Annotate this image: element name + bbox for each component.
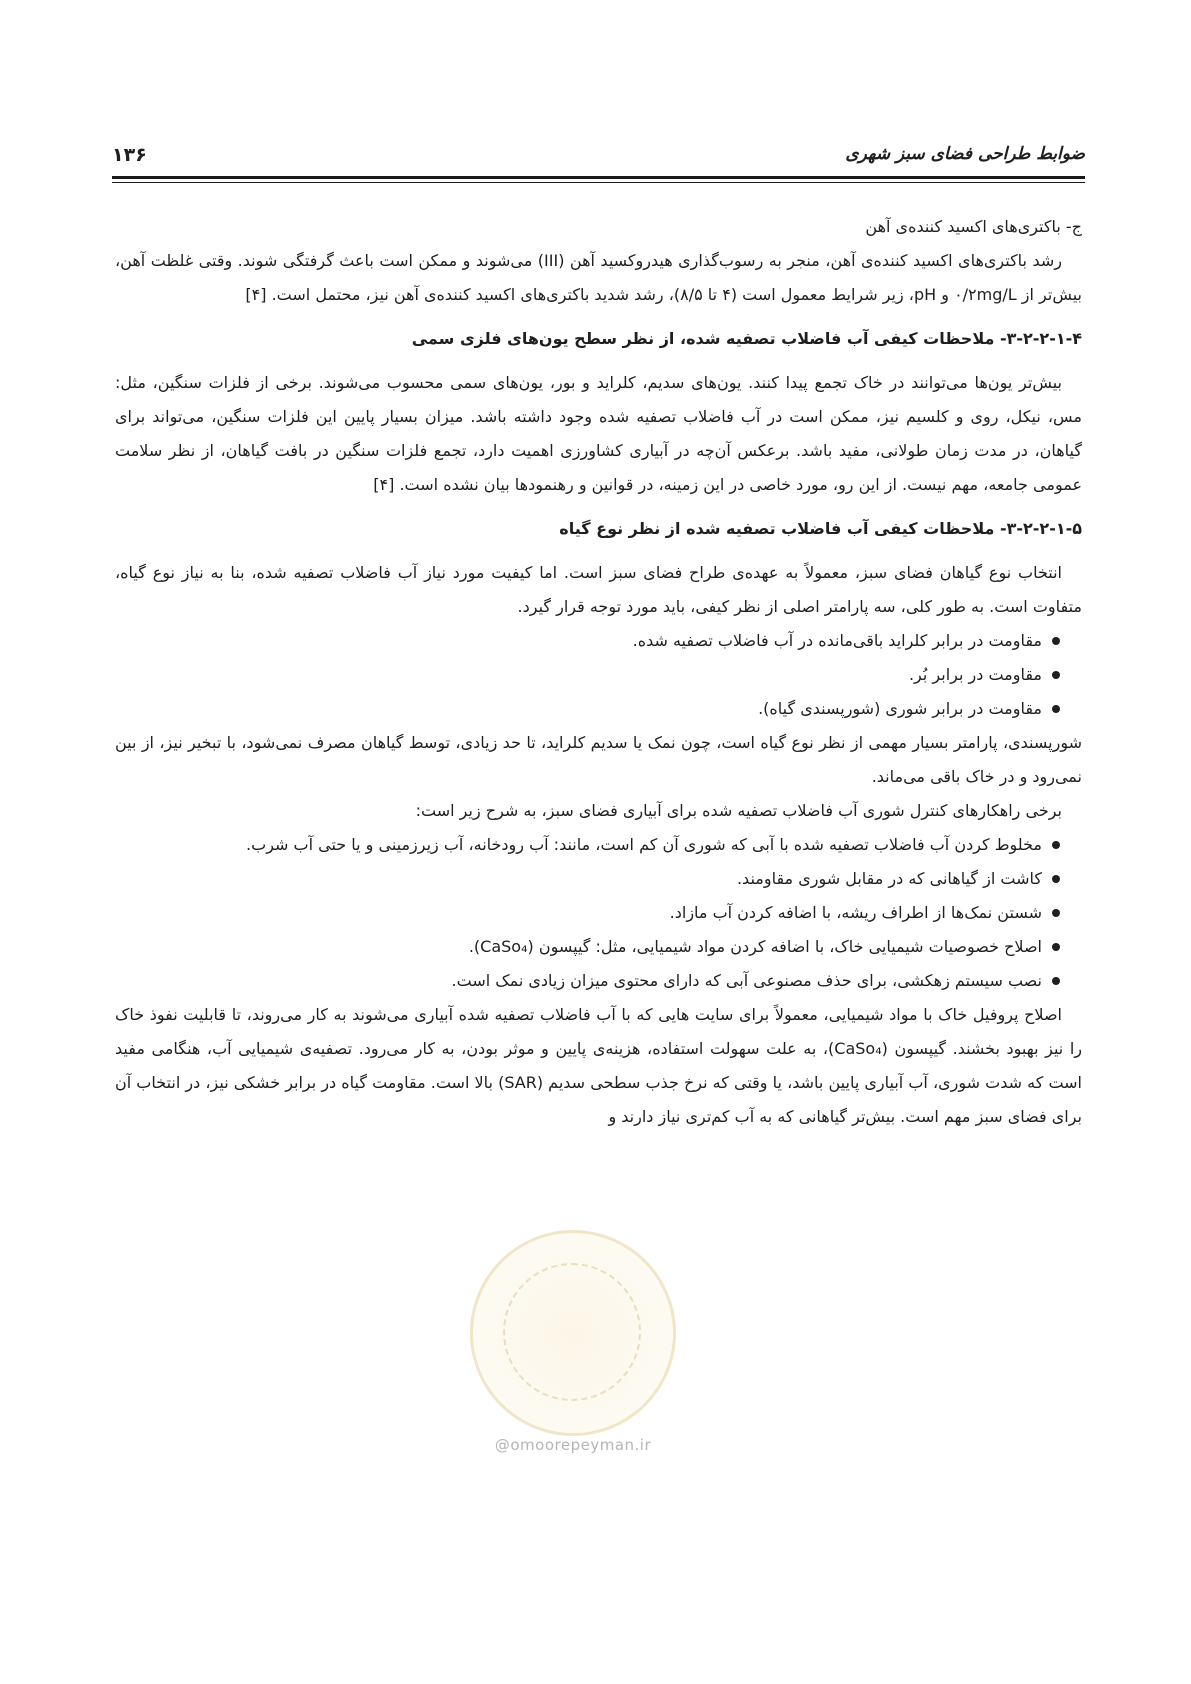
solutions-list	[115, 828, 1082, 998]
watermark-seal	[470, 1230, 676, 1436]
header-rule-thick	[112, 176, 1085, 179]
section-heading-5: ۳-۲-۲-۱-۵- ملاحظات کیفی آب فاضلاب تصفیه شده از نظر نوع گیاه	[559, 519, 1082, 538]
section-c-title: ج- باکتری‌های اکسید کننده‌ی آهن	[865, 217, 1082, 236]
watermark-seal-inner	[503, 1263, 641, 1401]
salinity-paragraph: شورپسندی، پارامتر بسیار مهمی از نظر نوع گیاه است، چون نمک یا سدیم کلراید، تا حد زیادی، توسط گیاهان مصرف نمی‌شود، با تبخیر نیز، از بین نمی‌رود و در خاک باقی می‌ماند.	[115, 733, 1082, 786]
list-item: نصب سیستم زهکشی، برای حذف مصنوعی آبی که دارای محتوی میزان زیادی نمک است.	[115, 964, 1062, 998]
section-heading-4: ۳-۲-۲-۱-۴- ملاحظات کیفی آب فاضلاب تصفیه شده، از نظر سطح یون‌های فلزی سمی	[411, 329, 1082, 348]
list-item: کاشت از گیاهانی که در مقابل شوری مقاومند.	[115, 862, 1062, 896]
list-item: مقاومت در برابر شوری (شورپسندی گیاه).	[115, 692, 1062, 726]
section-4-paragraph: بیش‌تر یون‌ها می‌توانند در خاک تجمع پیدا کنند. یون‌های سدیم، کلراید و بور، یون‌های سمی محسوب می‌شوند. برخی از فلزات سنگین، مثل: مس، نیکل، روی و کلسیم نیز، ممکن است در آب فاضلاب تصفیه شده وجود داشته باشد. میزان بسیار پایین این فلزات سنگین، می‌تواند برای گیاهان، در مدت زمان طولانی، مفید باشد. برعکس آن‌چه در آبیاری کشاورزی اهمیت دارد، تجمع فلزات سنگین در بافت گیاهان، از نظر سلامت عمومی جامعه، مهم نیست. از این رو، مورد خاصی در این زمینه، در قوانین و رهنمودها بیان نشده است. [۴]	[115, 373, 1082, 494]
list-item: شستن نمک‌ها از اطراف ریشه، با اضافه کردن آب مازاد.	[115, 896, 1062, 930]
page-header	[112, 140, 1085, 172]
section-c-paragraph: رشد باکتری‌های اکسید کننده‌ی آهن، منجر به رسوب‌گذاری هیدروکسید آهن (III) می‌شوند و ممکن است باعث گرفتگی شوند. وقتی غلظت آهن، بیش‌تر از ۰/۲mg/L و pH، زیر شرایط معمول است (۴ تا ۸/۵)، رشد شدید باکتری‌های اکسید کننده‌ی آهن نیز، محتمل است. [۴]	[115, 251, 1082, 304]
list-item: مقاومت در برابر بُر.	[115, 658, 1062, 692]
book-title: ضوابط طراحی فضای سبز شهری	[845, 144, 1085, 164]
list-item: مقاومت در برابر کلراید باقی‌مانده در آب فاضلاب تصفیه شده.	[115, 624, 1062, 658]
watermark-site-text: @omoorepeyman.ir	[494, 1436, 652, 1454]
page-body	[115, 210, 1082, 1134]
list-item: اصلاح خصوصیات شیمیایی خاک، با اضافه کردن مواد شیمیایی، مثل: گیپسون (CaSo₄).	[115, 930, 1062, 964]
solutions-intro: برخی راهکارهای کنترل شوری آب فاضلاب تصفیه شده برای آبیاری فضای سبز، به شرح زیر است:	[415, 801, 1062, 820]
list-item: مخلوط کردن آب فاضلاب تصفیه شده با آبی که شوری آن کم است، مانند: آب رودخانه، آب زیرزمینی و یا حتی آب شرب.	[115, 828, 1062, 862]
page-number: ۱۳۶	[112, 144, 147, 166]
final-paragraph: اصلاح پروفیل خاک با مواد شیمیایی، معمولاً برای سایت هایی که با آب فاضلاب تصفیه شده آبیاری می‌شوند به کار می‌روند، تا قابلیت نفوذ خاک را نیز بهبود بخشند. گیپسون (CaSo₄)، به علت سهولت استفاده، هزینه‌ی پایین و موثر بودن، به کار می‌رود. تصفیه‌ی شیمیایی آب، هنگامی مفید است که شدت شوری، آب آبیاری پایین باشد، یا وقتی که نرخ جذب سطحی سدیم (SAR) بالا است. مقاومت گیاه در برابر خشکی نیز، در انتخاب آن برای فضای سبز مهم است. بیش‌تر گیاهانی که به آب کم‌تری نیاز دارند و	[115, 1005, 1083, 1126]
resistance-list	[115, 624, 1082, 726]
section-5-paragraph: انتخاب نوع گیاهان فضای سبز، معمولاً به عهده‌ی طراح فضای سبز است. اما کیفیت مورد نیاز آب فاضلاب تصفیه شده، بنا به نیاز نوع گیاه، متفاوت است. به طور کلی، سه پارامتر اصلی از نظر کیفی، باید مورد توجه قرار گیرد.	[115, 563, 1082, 616]
header-rule-thin	[112, 182, 1085, 183]
